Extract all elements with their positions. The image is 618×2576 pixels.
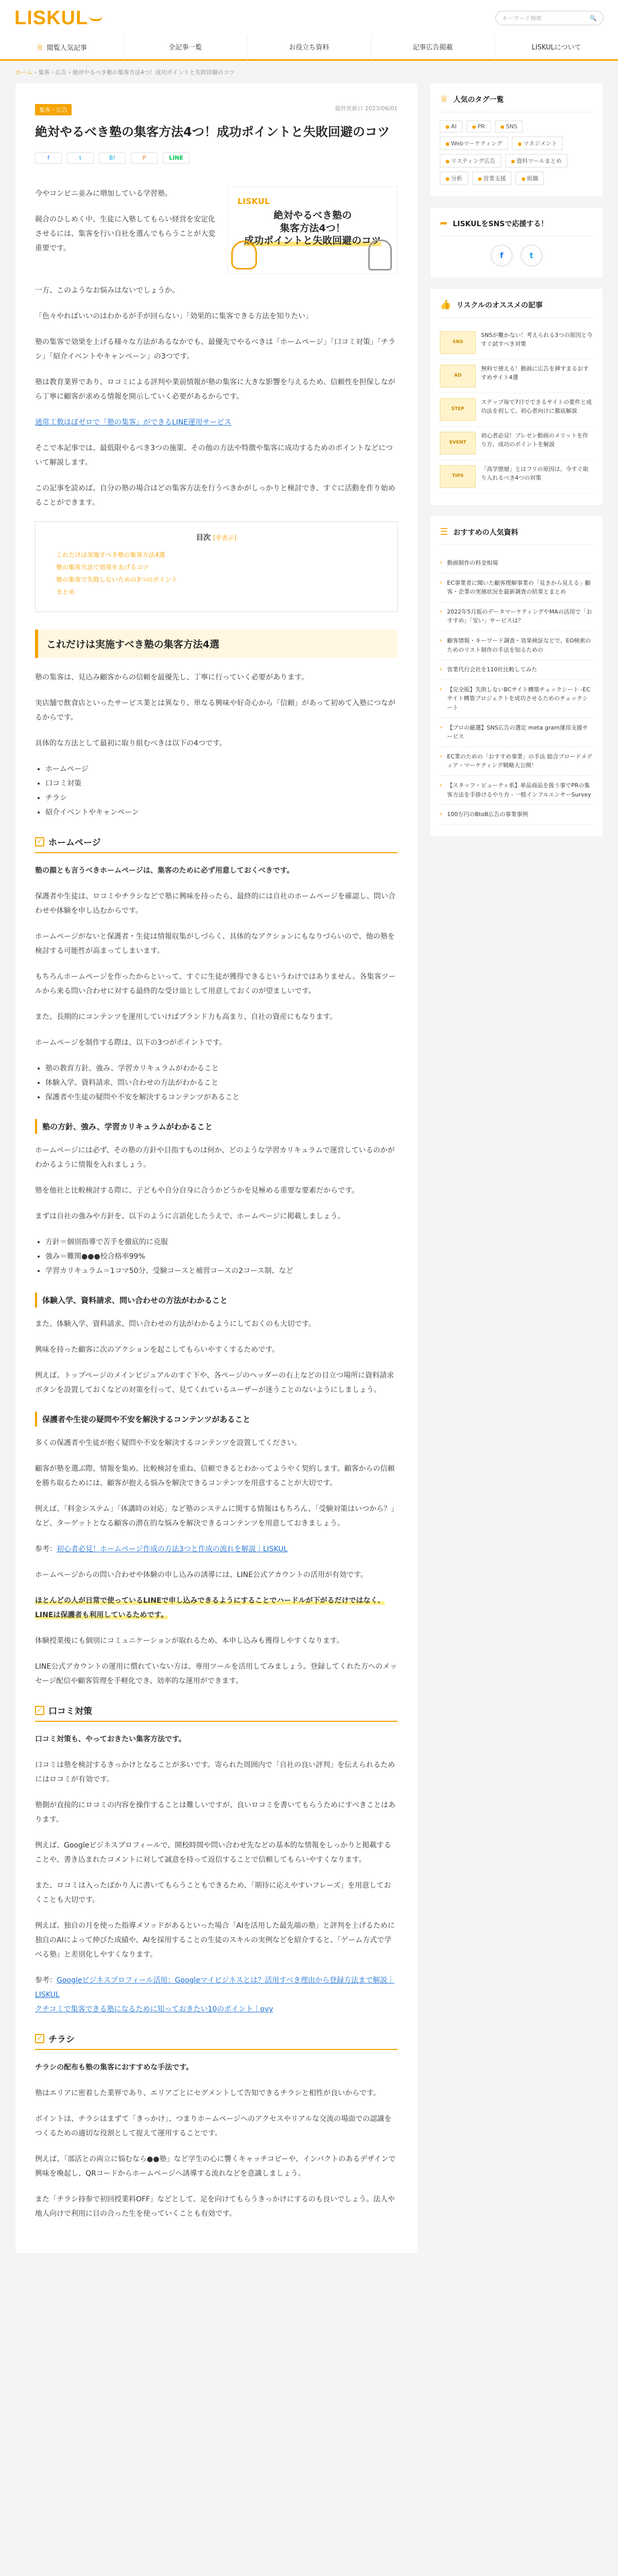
share-facebook-button[interactable]: f bbox=[35, 152, 62, 164]
body-paragraph: また「チラシ持参で初回授業料OFF」などとして、足を向けてもらうきっかけにするのも良いでしょう。法人や地人向けで利用に目の合った生を使っていくことも有効です。 bbox=[35, 2195, 395, 2218]
eyecatch-line1: 絶対やるべき塾の bbox=[273, 210, 352, 221]
body-paragraph: 塾側が直接的にロコミの内容を操作することは難しいですが、良いロコミを書いてもらうためにすべきことはあります。 bbox=[35, 1801, 396, 1824]
body-paragraph: 顧客が塾を選ぶ際、情報を集め、比較検討を重ね、信頼できるとわかってようやく契約します。顧客からの信頼を勝ち取るためには、顧客が抱える悩みを解決できるコンテンツを用意することが大切です。 bbox=[35, 1465, 395, 1487]
eyecatch-line3: 成功ポイントと失敗回避のコツ bbox=[244, 235, 381, 247]
intro-paragraph: 競合のひしめく中、生徒に入塾してもらい経営を安定化させるには、集客を行い自社を選んでもらうことが大変重要です。 bbox=[35, 215, 215, 252]
line-service-link[interactable]: 通常工数ほぼゼロで「塾の集客」ができるLINE運用サービス bbox=[35, 418, 232, 427]
method-list bbox=[45, 762, 398, 820]
body-paragraph: ホームページからの問い合わせや体験の申し込みの誘導には、LINE公式アカウントの活用が有効です。 bbox=[35, 1571, 368, 1579]
recommended-article[interactable]: SNS SNSが難かない！考えられる3つの原因と今すぐ試すべき対策 bbox=[440, 326, 593, 360]
body-paragraph: 塾は教育業界であり、ロコミによる評判や業前情報が塾の集客に大きな影響を与えるため、信頼性を担保しながら丁寧に顧客が求める情報を開示していく必要があるからです。 bbox=[35, 378, 396, 401]
popular-tags-widget bbox=[431, 83, 603, 196]
toc-item[interactable]: まとめ bbox=[56, 588, 75, 596]
check-icon: ✓ bbox=[35, 1706, 44, 1715]
reference-prefix: 参考： bbox=[35, 1545, 57, 1553]
reference-link[interactable]: クチコミで集客できる塾になるために知っておきたい10のポイント｜ovy bbox=[35, 2005, 273, 2013]
body-paragraph: また、長期的にコンテンツを運用していけばブランド力も高まり、自社の資産にもなります。 bbox=[35, 1013, 337, 1021]
list-item: • 紹介イベントやキャンペーン bbox=[45, 805, 398, 820]
global-nav bbox=[0, 36, 618, 61]
article-thumbnail: TIPS bbox=[440, 465, 476, 488]
resource-link[interactable]: › 100万円のBtoB広告の事業事例 bbox=[440, 805, 593, 825]
body-strong: 口コミ対策も、やっておきたい集客方法です。 bbox=[35, 1735, 186, 1743]
section-heading: これだけは実施すべき塾の集客方法4選 bbox=[35, 630, 398, 658]
body-paragraph: 例えば、「料金システム」「体講時の対応」など塾のシステムに関する情報はもちろん、「受験対策はいつから？」など、ターゲットとなる顧客の潜在的な悩みを解決できるコンテンツを用意しておきましょう。 bbox=[35, 1505, 395, 1528]
list-item: • 強み＝難関●●●校合格率99% bbox=[45, 1249, 398, 1264]
resource-link[interactable]: › 【プロの厳選】SNS広告の選定 meta gram運用支援サービス bbox=[440, 718, 593, 747]
tag-link[interactable]: ● マネジメント bbox=[512, 137, 562, 150]
intro-paragraph: 今やコンビニ並みに増加している学習塾。 bbox=[35, 190, 172, 198]
body-paragraph: 塾はエリアに密着した業界であり、エリアごとにセグメントして告知できるチラシと相性が良いからです。 bbox=[35, 2089, 381, 2097]
toc-item[interactable]: これだけは実施すべき塾の集客方法4選 bbox=[56, 551, 165, 558]
toc-item[interactable]: 塾の集客方法で効果をあげるコツ bbox=[56, 564, 149, 571]
subsection-heading: ✓ ホームページ bbox=[35, 835, 398, 853]
share-line-button[interactable]: LINE bbox=[163, 152, 190, 164]
body-paragraph: 例えば、独自の月を使った指導メソッドがあるといった場合「AIを活用した最先端の塾」と評判を上げるために独自のAIによって伸びた成績や、AIを採用することの生徒のスキルの実例などを紹介すると、「ゲーム方式で学べる塾」と差別化しやすくなります。 bbox=[35, 1922, 395, 1959]
body-strong: チラシの配布も塾の集客におすすめな手法です。 bbox=[35, 2063, 194, 2072]
lightbulb-illustration bbox=[231, 241, 257, 269]
subsection-heading: ✓ チラシ bbox=[35, 2032, 398, 2050]
recommended-article[interactable]: TIPS 「高学歴層」とはフリの原因は、今すぐ取り入れるべき4つの対策 bbox=[440, 460, 593, 494]
minor-heading: 保護者や生徒の疑問や不安を解決するコンテンツがあること bbox=[35, 1412, 398, 1427]
body-paragraph: ホームページには必ず、その塾の方針や目指すものは何か、どのような学習カリキュラムで運営しているのかがわかるように情報を入れましょう。 bbox=[35, 1146, 395, 1169]
recommended-article[interactable]: AD 無料で使える！動画に広告を挿すまるおすすめサイト4選 bbox=[440, 360, 593, 393]
resource-link[interactable]: › 顧客情報・キーワード調査・効果検証などで、EO検索のためのリスト制作の手法を知るための bbox=[440, 631, 593, 660]
list-item: • ホームページ bbox=[45, 762, 398, 776]
list-item: • 方針＝個別指導で苦手を徹底的に克服 bbox=[45, 1235, 398, 1249]
resource-link[interactable]: › 【スタッフ・ビューティ系】単品商品を扱う事でPRの集客方法を手掛けるやり方 - 一般インフルエンサーSurvey bbox=[440, 776, 593, 805]
recommended-article[interactable]: STEP ステップ毎で7日でできるサイトの要件と成功法を初して、初心者向けに徹底解説 bbox=[440, 393, 593, 427]
example-list bbox=[45, 1235, 398, 1278]
body-paragraph: 塾の集客は、見込み顧客からの信頼を最優先し、丁寧に行っていく必要があります。 bbox=[35, 673, 308, 682]
eyecatch-image bbox=[228, 187, 398, 274]
share-twitter-button[interactable]: t bbox=[67, 152, 94, 164]
toc-toggle[interactable]: [非表示] bbox=[213, 534, 237, 541]
point-list bbox=[45, 1061, 398, 1105]
article bbox=[15, 83, 417, 2253]
nav-item-ranking[interactable]: ♕ 閲覧人気記事 bbox=[36, 42, 87, 52]
widget-title: LISKULをSNSで応援する！ bbox=[453, 219, 548, 228]
tag-link[interactable]: ● SNS bbox=[495, 121, 523, 132]
share-hatena-button[interactable]: B! bbox=[99, 152, 126, 164]
highlighted-text: ほとんどの人が日常で使っているLINEで申し込みできるようにすることでハードルが下がるだけではなく、LINEは保護者も利用しているためです。 bbox=[35, 1597, 385, 1619]
tag-link[interactable]: ● 営業支援 bbox=[472, 172, 512, 185]
reference-link[interactable]: 初心者必見！ホームページ作成の方法3つと作成の流れを解説｜LISKUL bbox=[57, 1545, 288, 1553]
tag-link[interactable]: ● 分析 bbox=[440, 172, 468, 185]
search-icon[interactable]: 🔍 bbox=[590, 14, 597, 22]
widget-title: おすすめの人気資料 bbox=[453, 528, 519, 537]
body-paragraph: LINE公式アカウントの運用に慣れていない方は、専用ツールを活用してみましょう。登録してくれた方へのメッセージ配信や顧客管理を手軽化でき、効率的な運用ができます。 bbox=[35, 1663, 397, 1685]
student-illustration bbox=[368, 240, 392, 270]
page-title: 絶対やるべき塾の集客方法4つ！成功ポイントと失敗回避のコツ bbox=[35, 125, 390, 139]
nav-item-all-articles[interactable]: 全記事一覧 bbox=[123, 36, 247, 60]
reference-link[interactable]: Googleビジネスプロフィール活用：Googleマイビジネスとは？活用すべき理由から登録方法まで解説｜LISKUL bbox=[35, 1976, 394, 1999]
tag-link[interactable]: ● AI bbox=[440, 121, 462, 132]
body-paragraph: 保護者や生徒は、ロコミやチラシなどで塾に興味を持ったら、最終的には自社のホームページを確認し、問い合わせや体験を申し込むからです。 bbox=[35, 892, 396, 915]
body-paragraph: 例えば、「部活との両立に悩むなら●●塾」など学生の心に響くキャッチコピーや、インパクトのあるデザインで興味を喚起し、QRコードからホームページへ誘導する流れなどを意識しましょう。 bbox=[35, 2155, 396, 2178]
body-paragraph: 体験授業後にも個別にコミュニケーションが取れるため、本申し込みも獲得しやすくなります。 bbox=[35, 1637, 344, 1645]
body-paragraph: ポイントは、チラシはまずて「きっかけ」、つまりホームページへのアクセスやリアルな交流の場面での認識をつくるための適切な役割として捉えて運用することです。 bbox=[35, 2115, 392, 2138]
breadcrumb-category[interactable]: 集客・広告 bbox=[38, 69, 67, 76]
body-paragraph: この記事を読めば、自分の塾の場合はどの集客方法を行うべきかがしっかりと検討でき、すぐに活動を作り始めることができます。 bbox=[35, 484, 396, 507]
site-header bbox=[0, 0, 618, 36]
eyecatch-brand: LISKUL bbox=[237, 196, 270, 206]
body-paragraph: まずは自社の強みや方針を、以下のように言語化したうえで、ホームページに掲載しましょう。 bbox=[35, 1212, 345, 1221]
recommended-widget bbox=[431, 289, 603, 505]
popular-resources-widget bbox=[431, 516, 603, 836]
reference-prefix: 参考： bbox=[35, 1976, 57, 1985]
resource-link[interactable]: › 営業代行会社を110社比較してみた bbox=[440, 660, 593, 680]
widget-title: リスクルのオススメの記事 bbox=[456, 301, 543, 310]
share-pocket-button[interactable]: P bbox=[131, 152, 158, 164]
sns-widget bbox=[431, 208, 603, 278]
list-item: • 学習カリキュラム＝1コマ50分、受験コースと補習コースの2コース制、など bbox=[45, 1264, 398, 1278]
article-thumbnail: SNS bbox=[440, 331, 476, 354]
site-logo[interactable]: LISKUL bbox=[14, 7, 102, 29]
body-paragraph: ホームページがないと保護者・生徒は情報収集がしづらく、具体的なアクションにもなりづらいので、他の塾を検討する可能性が高まってしまいます。 bbox=[35, 933, 395, 955]
body-paragraph: 口コミは塾を検討するきっかけとなることが多いです。寄られた周囲内で「自社の良い評判」を伝えられるためにはロコミが有効です。 bbox=[35, 1761, 395, 1784]
body-paragraph: 多くの保護者や生徒が抱く疑問や不安を解決するコンテンツを設置してください。 bbox=[35, 1439, 302, 1447]
twitter-icon[interactable]: t bbox=[521, 245, 542, 266]
eyecatch-line2: 集客方法4つ！ bbox=[280, 222, 346, 234]
body-paragraph: また、ロコミは入ったばかり人に書いてもらうこともできるため、「期待に応えやすいフレーズ」を用意しておくことも大切です。 bbox=[35, 1882, 391, 1904]
article-thumbnail: AD bbox=[440, 365, 476, 387]
body-paragraph: 興味を持った顧客に次のアクションを起こしてもらいやすくするためです。 bbox=[35, 1346, 280, 1354]
search-placeholder: キーワード検索 bbox=[502, 15, 542, 22]
thumbs-up-icon: 👍 bbox=[440, 299, 452, 310]
facebook-icon[interactable]: f bbox=[491, 245, 512, 266]
list-item: • 塾の教育方針、強み、学習カリキュラムがわかること bbox=[45, 1061, 398, 1076]
article-thumbnail: EVENT bbox=[440, 432, 476, 454]
body-paragraph: 実店舗で飲食店といったサービス業とは異なり、単なる興味や好奇心から「信頼」があって初めて入塾につながるからです。 bbox=[35, 699, 396, 722]
toc-title: 目次 [非表示] bbox=[196, 534, 237, 542]
share-buttons bbox=[35, 152, 398, 164]
article-thumbnail: STEP bbox=[440, 398, 476, 421]
resource-link[interactable]: › 【完全版】失敗しないBCサイト構築チェックシート -ECサイト構築プロジェクトを成功させるためのチェックシート bbox=[440, 680, 593, 718]
table-of-contents bbox=[35, 521, 398, 612]
list-item: • 口コミ対策 bbox=[45, 776, 398, 791]
body-paragraph: もちろんホームページを作ったからといって、すぐに生徒が獲得できるというわけではありません。各集客ツールから来る問い合わせに対する最終的な受け皿として用意しておくのが望ましいです。 bbox=[35, 973, 396, 995]
category-badge[interactable]: 集客・広告 bbox=[35, 104, 72, 115]
list-item: • チラシ bbox=[45, 791, 398, 805]
body-paragraph: 具体的な方法として最初に取り組むべきは以下の4つです。 bbox=[35, 739, 227, 748]
resource-link[interactable]: › 動画制作の料金相場 bbox=[440, 553, 593, 573]
document-icon: ☰ bbox=[440, 527, 449, 537]
share-icon: ➦ bbox=[440, 218, 448, 229]
body-paragraph: 塾を他社と比較検討する際に、子どもや自分自身に合うかどうかを見極める重要な要素だからです。 bbox=[35, 1187, 359, 1195]
minor-heading: 塾の方針、強み、学習カリキュラムがわかること bbox=[35, 1119, 398, 1134]
nav-item-resources[interactable]: お役立ち資料 bbox=[247, 36, 370, 60]
nav-item-ads[interactable]: 記事広告掲載 bbox=[371, 36, 494, 60]
body-paragraph: 例えば、トップページのメインビジュアルのすぐ下や、各ページのヘッダーの右上などの目立つ場所に資料請求ボタンを設置しておくなどの対策を行って、見てくれているユーザーが迷うことのないようにしましょう。 bbox=[35, 1371, 394, 1394]
breadcrumb: ホーム › 集客・広告 › 絶対やるべき塾の集客方法4つ！成功ポイントと失敗回避のコツ bbox=[15, 69, 235, 76]
body-paragraph: また、体験入学、資料請求、問い合わせの方法がわかるようにしておくのも大切です。 bbox=[35, 1320, 316, 1328]
breadcrumb-home[interactable]: ホーム bbox=[15, 69, 32, 76]
tag-link[interactable]: ● リスティング広告 bbox=[440, 154, 501, 167]
subsection-heading: ✓ 口コミ対策 bbox=[35, 1704, 398, 1722]
body-paragraph: 例えば、Googleビジネスプロフィールで、開校時間や問い合わせ先などの基本的な情報をしっかりと掲載することや、書き込まれたコメントに対して誠意を持って返信することで信頼してもらいやすくなります。 bbox=[35, 1841, 391, 1864]
sidebar bbox=[431, 83, 603, 848]
recommended-article[interactable]: EVENT 初心者必見！プレゼン動画のメリットを作り方、成功のポイントを解説 bbox=[440, 427, 593, 460]
list-item: • 体験入学、資料請求、問い合わせの方法がわかること bbox=[45, 1076, 398, 1090]
list-item: • 保護者や生徒の疑問や不安を解決するコンテンツがあること bbox=[45, 1090, 398, 1105]
check-icon: ✓ bbox=[35, 837, 44, 846]
toc-item[interactable]: 塾の集客で失敗しないための3つのポイント bbox=[56, 576, 178, 583]
crown-icon: ♕ bbox=[440, 94, 449, 105]
body-paragraph: 「色々やればいいのはわかるが手が回らない」「効果的に集客できる方法を知りたい」 bbox=[35, 312, 313, 320]
body-paragraph: そこで本記事では、最低限やるべき3つの施策、その他の方法や特徴や集客に成功するためのポイントなどについて解説します。 bbox=[35, 444, 393, 467]
minor-heading: 体験入学、資料請求、問い合わせの方法がわかること bbox=[35, 1293, 398, 1308]
body-paragraph: 一方、このようなお悩みはないでしょうか。 bbox=[35, 286, 179, 295]
tag-link[interactable]: ● Webマーケティング bbox=[440, 137, 508, 150]
resource-link[interactable]: › EC業のための「おすすめ事業」の手法 総合ブロードメディア・マーケティング戦略大公開！ bbox=[440, 747, 593, 776]
search-input[interactable] bbox=[495, 11, 604, 25]
tag-link[interactable]: ● PR bbox=[467, 121, 491, 132]
body-strong: 塾の顔とも言うべきホームページは、集客のために必ず用意しておくべきです。 bbox=[35, 867, 294, 875]
tag-link[interactable]: ● 資料ツールまとめ bbox=[505, 154, 568, 167]
tag-link[interactable]: ● 組織 bbox=[516, 172, 544, 185]
widget-title: 人気のタグ一覧 bbox=[453, 95, 504, 104]
body-paragraph: 塾の集客で効果を上げる様々な方法があるなかでも、最優先でやるべきは「ホームページ」「口コミ対策」「チラシ」「紹介イベントやキャンペーン」の3つです。 bbox=[35, 338, 396, 361]
body-paragraph: ホームページを制作する際は、以下の3つがポイントです。 bbox=[35, 1039, 227, 1047]
resource-link[interactable]: › 2022年5月版のデータマーケティングやMAの活用で「おすすめ」「安い」サービスは？ bbox=[440, 602, 593, 631]
breadcrumb-current: 絶対やるべき塾の集客方法4つ！成功ポイントと失敗回避のコツ bbox=[72, 69, 235, 76]
updated-date: 最終更新日 2023/06/01 bbox=[335, 105, 398, 112]
crown-icon: ♕ bbox=[36, 42, 44, 52]
nav-item-about[interactable]: LISKULについて bbox=[494, 36, 618, 60]
resource-link[interactable]: › EC事業者に聞いた顧客理解事業の「見きから見える」顧客・企業の実施状況を最新調査の結果とまとめ bbox=[440, 573, 593, 602]
check-icon: ✓ bbox=[35, 2034, 44, 2043]
